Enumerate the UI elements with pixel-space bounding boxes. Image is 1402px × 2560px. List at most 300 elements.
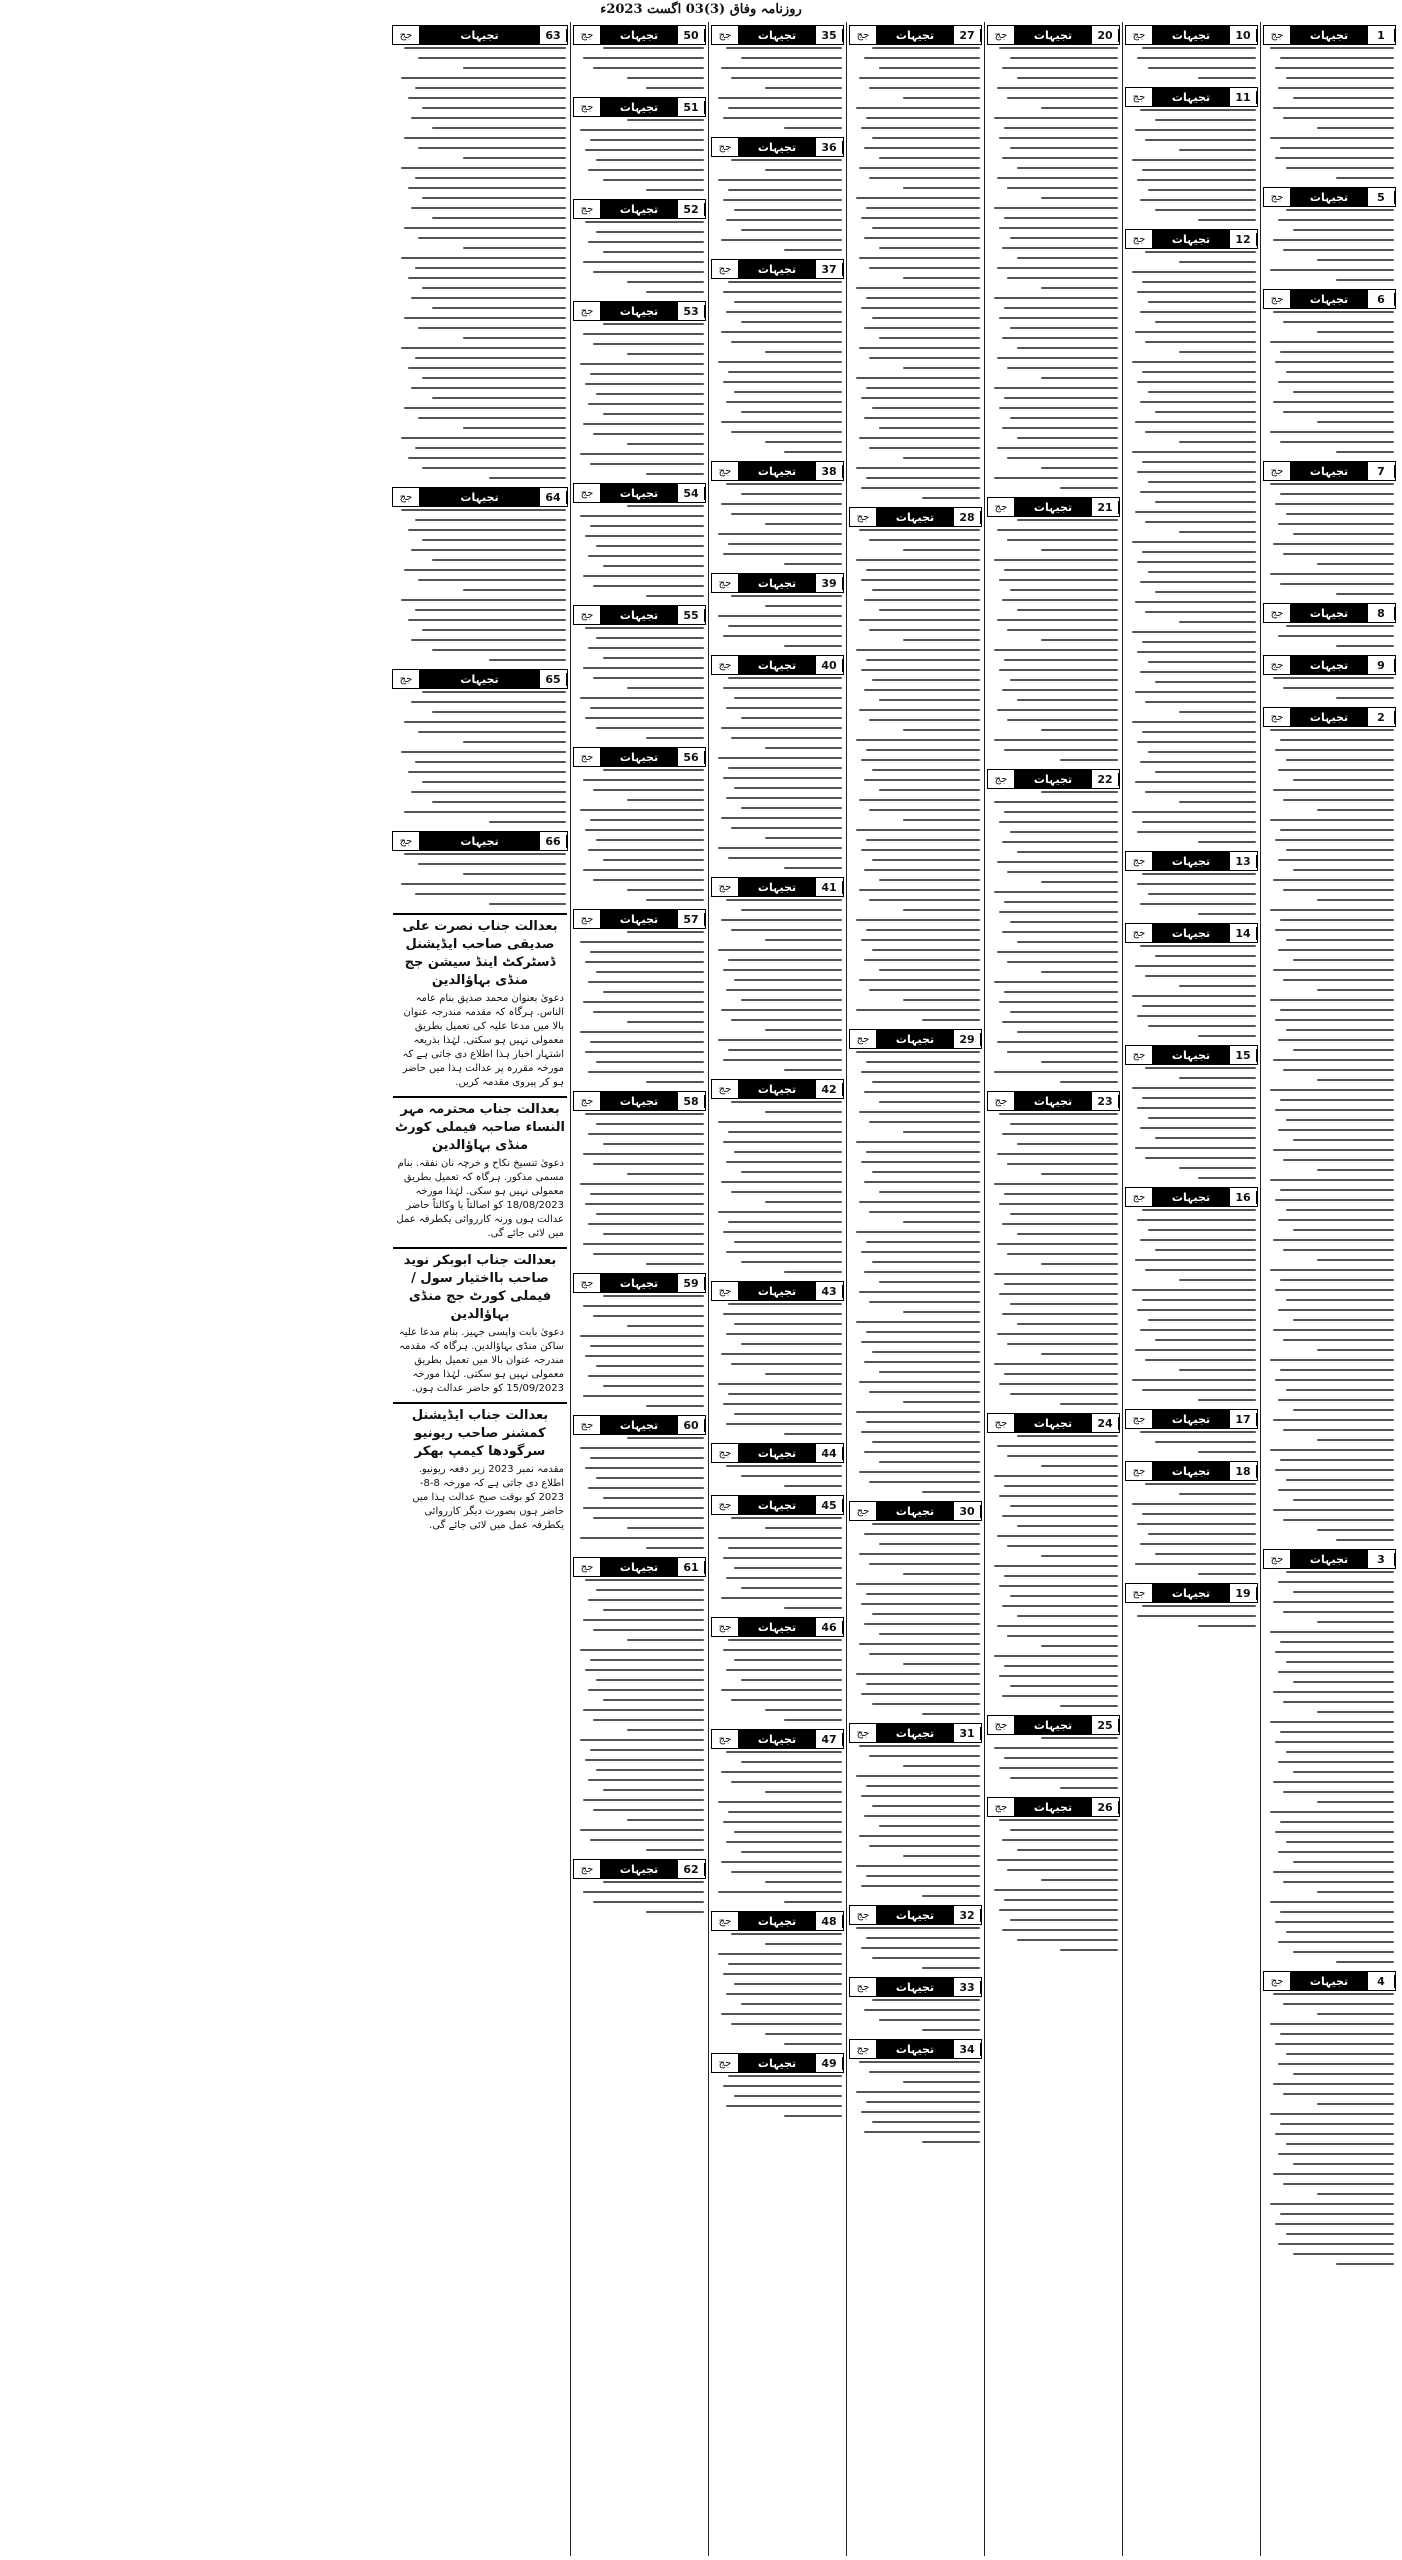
text-line (997, 1243, 1118, 1245)
text-line (866, 477, 980, 479)
text-line (1132, 1289, 1256, 1291)
text-line (872, 949, 980, 951)
text-line (726, 989, 842, 991)
text-line (1007, 277, 1118, 279)
text-line (1283, 411, 1394, 413)
notice-number: 43 (816, 1285, 843, 1298)
text-line (721, 239, 842, 241)
text-line (1155, 1137, 1256, 1139)
text-line (765, 1029, 842, 1031)
text-line (1286, 849, 1394, 851)
text-line (731, 1699, 842, 1701)
text-line (1275, 929, 1394, 931)
text-line (1273, 1329, 1394, 1331)
text-line (731, 1517, 842, 1519)
notice-label: تجیہات (738, 878, 816, 896)
notice-number: 32 (954, 1909, 981, 1922)
text-line (879, 879, 980, 881)
notice-number: 36 (816, 141, 843, 154)
text-line (1155, 771, 1256, 773)
text-line (1142, 873, 1256, 875)
text-line (585, 627, 704, 629)
text-line (489, 659, 566, 661)
text-line (872, 1523, 980, 1525)
text-line (401, 167, 566, 169)
court-notice-heading: بعدالت جناب نصرت علی صدیقی صاحب ایڈیشنل ڈسٹرکٹ اینڈ سیشن جج منڈی بہاؤالدین (393, 913, 567, 990)
judge-label: جج (1270, 711, 1284, 723)
text-line (872, 1957, 980, 1959)
notice-bar (711, 1495, 844, 1515)
text-line (728, 1131, 842, 1133)
text-line (879, 699, 980, 701)
text-line (784, 645, 842, 647)
notice-label: تجیہات (876, 1030, 954, 1048)
text-line (1002, 1223, 1118, 1225)
text-line (1336, 697, 1394, 699)
text-line (1041, 639, 1118, 641)
text-line (1060, 1081, 1118, 1083)
notice-text (851, 1927, 980, 1969)
text-line (861, 1341, 980, 1343)
text-line (1155, 1249, 1256, 1251)
notice-label: تجیہات (1290, 708, 1368, 726)
text-line (593, 1809, 704, 1811)
text-line (1317, 1169, 1394, 1171)
notice-label: تجیہات (600, 606, 678, 624)
text-line (872, 1081, 980, 1083)
text-line (411, 639, 566, 641)
notice-bar (1263, 655, 1396, 675)
text-line (866, 1421, 980, 1423)
text-line (903, 909, 980, 911)
text-line (765, 1373, 842, 1375)
text-line (728, 857, 842, 859)
text-line (1010, 1595, 1118, 1597)
text-line (872, 227, 980, 229)
text-line (856, 1141, 980, 1143)
text-line (859, 1111, 980, 1113)
text-line (588, 1599, 704, 1601)
text-line (864, 689, 980, 691)
judge-label: جج (1270, 1975, 1284, 1987)
notice-label: تجیہات (600, 1092, 678, 1110)
text-line (731, 513, 842, 515)
text-line (1017, 941, 1118, 943)
text-line (1293, 2163, 1394, 2165)
text-line (1041, 1645, 1118, 1647)
text-line (1336, 279, 1394, 281)
text-line (1293, 779, 1394, 781)
notice-bar (849, 1905, 982, 1925)
text-line (1148, 893, 1256, 895)
text-line (872, 1805, 980, 1807)
text-line (859, 77, 980, 79)
text-line (723, 1059, 842, 1061)
text-line (585, 1669, 704, 1671)
text-line (1041, 881, 1118, 883)
text-line (718, 361, 842, 363)
text-line (1198, 841, 1256, 843)
text-line (1273, 1059, 1394, 1061)
text-line (741, 1679, 842, 1681)
text-line (590, 373, 704, 375)
text-line (726, 1841, 842, 1843)
text-line (856, 649, 980, 651)
text-line (1280, 829, 1394, 831)
notice-bar (1263, 1971, 1396, 1991)
text-line (1137, 1107, 1256, 1109)
text-line (741, 57, 842, 59)
judge-label: جج (718, 659, 732, 671)
text-line (1270, 2113, 1394, 2115)
text-line (994, 297, 1118, 299)
text-line (731, 1363, 842, 1365)
notice-number: 60 (678, 1419, 705, 1432)
text-line (721, 1689, 842, 1691)
text-line (856, 1009, 980, 1011)
text-line (765, 747, 842, 749)
text-line (583, 1891, 704, 1893)
notice-bar (711, 259, 844, 279)
text-line (1041, 377, 1118, 379)
notice-number: 9 (1368, 659, 1395, 672)
text-line (864, 237, 980, 239)
text-line (994, 117, 1118, 119)
judge-label: جج (580, 913, 594, 925)
text-line (432, 307, 566, 309)
text-line (1002, 67, 1118, 69)
column-6 (570, 22, 708, 2556)
text-line (765, 939, 842, 941)
text-line (999, 579, 1118, 581)
text-line (994, 477, 1118, 479)
text-line (1041, 1737, 1118, 1739)
text-line (1041, 287, 1118, 289)
notice-label: تجیہات (738, 656, 816, 674)
text-line (866, 1937, 980, 1939)
text-line (588, 1487, 704, 1489)
notice-text (989, 1435, 1118, 1707)
text-line (1155, 681, 1256, 683)
text-line (596, 1213, 704, 1215)
text-line (1317, 899, 1394, 901)
text-line (869, 267, 980, 269)
text-line (1004, 659, 1118, 661)
text-line (401, 509, 566, 511)
text-line (1270, 909, 1394, 911)
text-line (765, 837, 842, 839)
text-line (1155, 955, 1256, 957)
text-line (994, 1889, 1118, 1891)
text-line (721, 1597, 842, 1599)
text-line (726, 311, 842, 313)
text-line (590, 951, 704, 953)
text-line (1007, 539, 1118, 541)
text-line (784, 1607, 842, 1609)
text-line (489, 821, 566, 823)
notice-bar (573, 1557, 706, 1577)
text-line (859, 1745, 980, 1747)
notice-text (851, 1051, 980, 1493)
text-line (723, 635, 842, 637)
text-line (404, 811, 566, 813)
text-line (997, 1535, 1118, 1537)
notice-label: تجیہات (1290, 656, 1368, 674)
text-line (1060, 1949, 1118, 1951)
notice-bar (392, 831, 568, 851)
text-line (585, 221, 704, 223)
notice-bar (849, 507, 982, 527)
text-line (728, 1639, 842, 1641)
text-line (1137, 741, 1256, 743)
text-line (1275, 1741, 1394, 1743)
text-line (590, 707, 704, 709)
text-line (765, 605, 842, 607)
text-line (734, 209, 842, 211)
judge-label: جج (718, 465, 732, 477)
notice-label: تجیہات (1290, 1972, 1368, 1990)
text-line (869, 1481, 980, 1483)
text-line (864, 869, 980, 871)
text-line (1293, 1409, 1394, 1411)
text-line (1004, 1373, 1118, 1375)
text-line (1275, 1651, 1394, 1653)
text-line (580, 515, 704, 517)
text-line (1278, 523, 1394, 525)
notice-text (1265, 483, 1394, 595)
judge-label: جج (1132, 1191, 1146, 1203)
notice-text (575, 221, 704, 293)
text-line (1317, 331, 1394, 333)
text-line (723, 1231, 842, 1233)
text-line (583, 333, 704, 335)
notice-text (575, 47, 704, 89)
text-line (731, 77, 842, 79)
text-line (999, 227, 1118, 229)
notice-bar (987, 1797, 1120, 1817)
text-line (1273, 2173, 1394, 2175)
text-line (864, 147, 980, 149)
judge-label: جج (856, 1727, 870, 1739)
notice-text (713, 1639, 842, 1721)
notice-bar (1125, 1409, 1258, 1429)
notice-number: 11 (1230, 91, 1257, 104)
text-line (869, 1391, 980, 1393)
text-line (1004, 569, 1118, 571)
text-line (1017, 1939, 1118, 1941)
notice-bar (849, 1501, 982, 1521)
text-line (432, 397, 566, 399)
text-line (718, 1891, 842, 1893)
notice-text (989, 1819, 1118, 1951)
text-line (903, 1573, 980, 1575)
notice-number: 1 (1368, 29, 1395, 42)
text-line (1280, 583, 1394, 585)
notice-bar (1125, 1583, 1258, 1603)
text-line (646, 1547, 704, 1549)
text-line (593, 271, 704, 273)
text-line (1278, 949, 1394, 951)
text-line (408, 771, 566, 773)
text-line (411, 207, 566, 209)
text-line (731, 827, 842, 829)
text-line (872, 1703, 980, 1705)
text-line (590, 1193, 704, 1195)
notice-label: تجیہات (1152, 26, 1230, 44)
text-line (723, 1649, 842, 1651)
court-notice-heading: بعدالت جناب ابوبکر نوید صاحب بااختیار سول / فیملی کورٹ جج منڈی بہاؤالدین (393, 1247, 567, 1324)
text-line (418, 237, 566, 239)
notice-label: تجیہات (600, 302, 678, 320)
text-line (418, 863, 566, 865)
notice-number: 59 (678, 1277, 705, 1290)
text-line (1275, 1831, 1394, 1833)
text-line (721, 817, 842, 819)
text-line (864, 1533, 980, 1535)
text-line (1270, 483, 1394, 485)
text-line (603, 323, 704, 325)
text-line (1010, 679, 1118, 681)
text-line (590, 1457, 704, 1459)
notice-text (713, 2075, 842, 2117)
notice-number: 15 (1230, 1049, 1257, 1062)
notice-text (575, 505, 704, 597)
text-line (1275, 1289, 1394, 1291)
text-line (994, 1565, 1118, 1567)
text-line (1293, 1951, 1394, 1953)
notice-label: تجیہات (1290, 462, 1368, 480)
text-line (726, 483, 842, 485)
text-line (1275, 67, 1394, 69)
notice-number: 40 (816, 659, 843, 672)
text-line (1017, 1435, 1118, 1437)
text-line (627, 281, 704, 283)
notice-bar (392, 669, 568, 689)
text-line (596, 1589, 704, 1591)
text-line (408, 457, 566, 459)
text-line (1155, 591, 1256, 593)
text-line (1286, 167, 1394, 169)
text-line (1293, 1499, 1394, 1501)
text-line (784, 1433, 842, 1435)
text-line (1004, 811, 1118, 813)
text-line (999, 1203, 1118, 1205)
text-line (415, 761, 566, 763)
text-line (627, 1325, 704, 1327)
text-line (1283, 1249, 1394, 1251)
text-line (994, 1273, 1118, 1275)
notice-text (851, 47, 980, 499)
text-line (869, 1653, 980, 1655)
text-line (997, 709, 1118, 711)
text-line (922, 1019, 980, 1021)
text-line (646, 1263, 704, 1265)
text-line (590, 1345, 704, 1347)
notice-text (713, 1101, 842, 1273)
text-line (784, 2115, 842, 2117)
text-line (1317, 1259, 1394, 1261)
text-line (585, 535, 704, 537)
text-line (596, 393, 704, 395)
text-line (1283, 889, 1394, 891)
text-line (741, 1261, 842, 1263)
text-line (583, 1507, 704, 1509)
text-line (741, 909, 842, 911)
text-line (861, 579, 980, 581)
text-line (734, 1831, 842, 1833)
text-line (1137, 651, 1256, 653)
text-line (1041, 1061, 1118, 1063)
text-line (718, 1801, 842, 1803)
text-line (1198, 1035, 1256, 1037)
text-line (1142, 461, 1256, 463)
text-line (1142, 47, 1256, 49)
text-line (861, 1795, 980, 1797)
text-line (866, 1683, 980, 1685)
text-line (1336, 451, 1394, 453)
text-line (922, 2141, 980, 2143)
text-line (463, 157, 566, 159)
notice-number: 41 (816, 881, 843, 894)
text-line (784, 2043, 842, 2045)
text-line (861, 307, 980, 309)
text-line (1286, 1661, 1394, 1663)
text-line (1145, 431, 1256, 433)
text-line (1140, 903, 1256, 905)
notice-number: 28 (954, 511, 981, 524)
text-line (784, 451, 842, 453)
text-line (1140, 581, 1256, 583)
judge-label: جج (994, 1719, 1008, 1731)
notice-number: 48 (816, 1915, 843, 1928)
notice-text (575, 1437, 704, 1549)
text-line (1283, 979, 1394, 981)
notice-text (1127, 1483, 1256, 1575)
text-line (401, 77, 566, 79)
notice-text (713, 595, 842, 647)
judge-label: جج (1132, 1049, 1146, 1061)
text-line (1142, 551, 1256, 553)
text-line (646, 473, 704, 475)
text-line (866, 749, 980, 751)
text-line (869, 357, 980, 359)
text-line (723, 1313, 842, 1315)
text-line (861, 669, 980, 671)
text-line (1148, 1117, 1256, 1119)
text-line (593, 789, 704, 791)
text-line (583, 667, 704, 669)
text-line (585, 1051, 704, 1053)
notice-label: تجیہات (600, 484, 678, 502)
text-line (593, 677, 704, 679)
text-line (583, 1153, 704, 1155)
text-line (1270, 137, 1394, 139)
text-line (1179, 149, 1256, 151)
notice-number: 53 (678, 305, 705, 318)
text-line (999, 137, 1118, 139)
text-line (1280, 1369, 1394, 1371)
column-7 (390, 22, 570, 2556)
notice-number: 29 (954, 1033, 981, 1046)
judge-label: جج (1270, 659, 1284, 671)
notice-bar (711, 461, 844, 481)
text-line (859, 1381, 980, 1383)
text-line (1270, 1179, 1394, 1181)
text-line (1278, 859, 1394, 861)
text-line (879, 1543, 980, 1545)
text-line (401, 599, 566, 601)
text-line (721, 1009, 842, 1011)
